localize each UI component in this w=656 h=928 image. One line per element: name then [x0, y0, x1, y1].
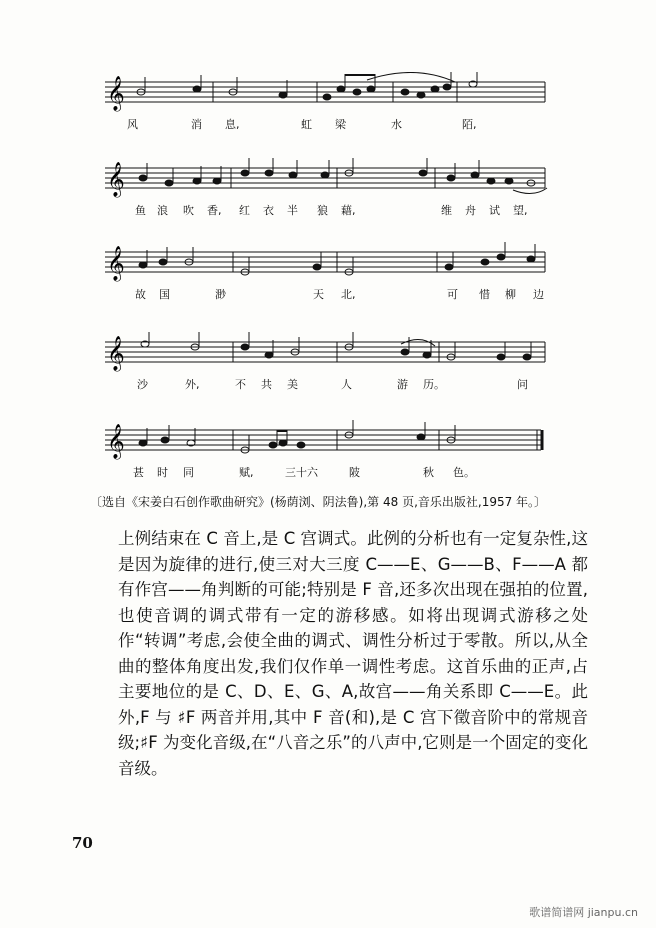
staff-5-notation [105, 420, 550, 464]
lyric: 消 [191, 118, 202, 131]
lyric: 共 [261, 378, 272, 391]
watermark-text: 歌谱简谱网 jianpu.cn [529, 906, 638, 919]
svg-text:𝄞: 𝄞 [107, 162, 125, 197]
lyric: 同 [183, 466, 194, 479]
lyric: 梁 [335, 118, 346, 131]
lyric: 陌, [462, 118, 477, 131]
lyrics-row-3 [105, 286, 550, 304]
lyric: 甚 [133, 466, 144, 479]
staff-system-1 [105, 72, 550, 142]
lyrics-row-5 [105, 464, 550, 482]
lyric: 国 [159, 288, 170, 301]
lyric: 沙 [137, 378, 148, 391]
lyric: 色。 [453, 466, 475, 479]
lyric: 望, [513, 204, 528, 217]
lyric: 秋 [423, 466, 434, 479]
lyric: 浪 [157, 204, 168, 217]
svg-text:𝄞: 𝄞 [107, 246, 125, 281]
lyric: 狼 [317, 204, 328, 217]
staff-2-notation [105, 158, 550, 202]
lyric: 维 [441, 204, 452, 217]
lyrics-row-1 [105, 116, 550, 134]
body-paragraph [118, 526, 588, 781]
paragraph: 上例结束在 C 音上,是 C 宫调式。此例的分析也有一定复杂性,这是因为旋律的进行,使三对大三度 C——E、G——B、F——A 都有作宫——角判断的可能;特别是 F 音,还多次出现在强拍的位置,也使音调的调式带有一定的游移感。如将出现调式游移之处作“转调”考虑,会使全曲的调式、调性分析过于零散。所以,从全曲的整体角度出发,我们仅作单一调性考虑。这首乐曲的正声,占主要地位的是 C、D、E、G、A,故宫——角关系即 C——E。此外,F 与 ♯F 两音并用,其中 F 音(和),是 C 宫下徵音阶中的常规音级;♯F 为变化音级,在“八音之乐”的八声中,它则是一个固定的变化音级。 [118, 529, 588, 778]
lyric: 香, [207, 204, 222, 217]
lyric: 美 [287, 378, 298, 391]
lyric: 红 [239, 204, 250, 217]
lyrics-row-2 [105, 202, 550, 220]
lyric: 陂 [349, 466, 360, 479]
lyric: 息, [225, 118, 240, 131]
lyric: 衣 [263, 204, 274, 217]
lyric: 舟 [465, 204, 476, 217]
staff-system-5 [105, 420, 550, 490]
staff-system-3 [105, 242, 550, 312]
page-number: 70 [72, 834, 93, 852]
lyric: 渺 [215, 288, 226, 301]
lyric: 故 [135, 288, 146, 301]
lyric: 虹 [301, 118, 312, 131]
staff-system-2 [105, 158, 550, 228]
source-caption: 〔选自《宋姜白石创作歌曲研究》(杨荫浏、阴法鲁),第 48 页,音乐出版社,1957 年。〕 [90, 495, 547, 509]
lyric: 历。 [423, 378, 445, 391]
lyric: 不 [235, 378, 246, 391]
lyric: 问 [517, 378, 528, 391]
lyric: 三十六 [285, 466, 318, 479]
lyric: 可 [447, 288, 458, 301]
lyric: 半 [287, 204, 298, 217]
lyric: 赋, [239, 466, 254, 479]
lyric: 试 [489, 204, 500, 217]
staff-1-notation [105, 72, 550, 116]
lyric: 惜 [479, 288, 490, 301]
staff-3-notation [105, 242, 550, 286]
svg-text:𝄞: 𝄞 [107, 76, 125, 111]
svg-text:𝄞: 𝄞 [107, 336, 125, 371]
staff-4-notation [105, 332, 550, 376]
lyric: 风 [127, 118, 138, 131]
lyric: 吹 [183, 204, 194, 217]
lyric: 时 [157, 466, 168, 479]
lyric: 水 [391, 118, 402, 131]
lyric: 边 [533, 288, 544, 301]
lyrics-row-4 [105, 376, 550, 394]
lyric: 藉, [341, 204, 356, 217]
lyric: 柳 [505, 288, 516, 301]
lyric: 天 [313, 288, 324, 301]
lyric: 鱼 [135, 204, 146, 217]
lyric: 人 [341, 378, 352, 391]
lyric: 外, [185, 378, 200, 391]
lyric: 北, [341, 288, 356, 301]
lyric: 游 [397, 378, 408, 391]
svg-text:𝄞: 𝄞 [107, 424, 125, 459]
staff-system-4 [105, 332, 550, 402]
